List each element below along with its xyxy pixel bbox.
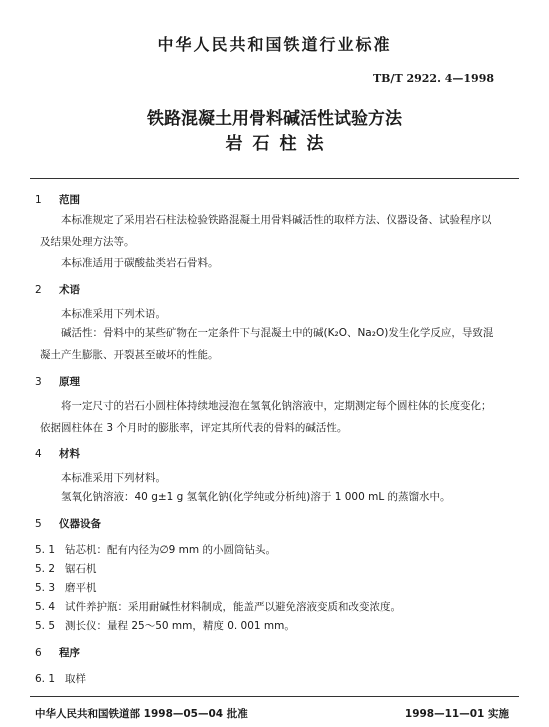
section-number: 3 — [35, 376, 42, 388]
section-3-paragraph-1: 将一定尺寸的岩石小圆柱体持续地浸泡在氢氧化钠溶液中，定期测定每个圆柱体的长度变化；依据圆柱体在 3 个月时的膨胀率，评定其所代表的骨料的碱活性。 — [40, 400, 492, 434]
section-number: 6 — [35, 647, 42, 659]
item-text: 试件养护瓶：采用耐碱性材料制成，能盖严以避免溶液变质和改变浓度。 — [65, 601, 401, 613]
section-title: 材料 — [59, 448, 80, 460]
item-number: 6. 1 — [35, 673, 56, 685]
section-title: 程序 — [59, 647, 80, 659]
item-number: 5. 3 — [35, 582, 56, 594]
approval-statement: 中华人民共和国铁道部 1998—05—04 批准 — [35, 708, 248, 720]
section-1-paragraph-1: 本标准规定了采用岩石柱法检验铁路混凝土用骨料碱活性的取样方法、仪器设备、试验程序以及结果处理方法等。 — [40, 214, 492, 248]
section-3-heading — [35, 374, 80, 389]
section-5-heading — [35, 516, 101, 531]
list-item — [35, 580, 97, 595]
section-4-heading — [35, 446, 80, 461]
section-title: 仪器设备 — [59, 518, 101, 530]
section-2-paragraph-2: 碱活性：骨料中的某些矿物在一定条件下与混凝土中的碱(K₂O、Na₂O)发生化学反应，导致混凝土产生膨胀、开裂甚至破坏的性能。 — [40, 327, 494, 361]
item-text: 锯石机 — [65, 563, 97, 575]
document-subtitle: 岩石柱法 — [225, 134, 334, 154]
implementation-date: 1998—11—01 实施 — [404, 708, 509, 720]
section-6-heading — [35, 645, 80, 660]
section-2-heading — [35, 282, 80, 297]
list-item — [35, 671, 86, 686]
section-2-paragraph-1: 本标准采用下列术语。 — [61, 308, 166, 320]
issuing-authority-header: 中华人民共和国铁道行业标准 — [157, 35, 392, 54]
standard-code: TB/T 2922. 4—1998 — [372, 72, 494, 85]
section-number: 5 — [35, 518, 42, 530]
item-number: 5. 2 — [35, 563, 56, 575]
list-item — [35, 599, 401, 614]
item-text: 测长仪：量程 25～50 mm，精度 0. 001 mm。 — [65, 620, 295, 632]
footer-divider — [30, 696, 519, 697]
item-number: 5. 4 — [35, 601, 56, 613]
document-title: 铁路混凝土用骨料碱活性试验方法 — [147, 109, 402, 129]
item-text: 取样 — [65, 673, 86, 685]
list-item — [35, 618, 295, 633]
section-number: 2 — [35, 284, 42, 296]
section-number: 1 — [35, 194, 42, 206]
section-number: 4 — [35, 448, 42, 460]
list-item — [35, 542, 276, 557]
item-text: 钻芯机：配有内径为∅9 mm 的小圆筒钻头。 — [65, 544, 276, 556]
list-item — [35, 561, 97, 576]
section-title: 范围 — [59, 194, 80, 206]
section-4-paragraph-2: 氢氧化钠溶液：40 g±1 g 氢氧化钠(化学纯或分析纯)溶于 1 000 mL 的蒸馏水中。 — [61, 491, 451, 503]
section-4-paragraph-1: 本标准采用下列材料。 — [61, 472, 166, 484]
section-1-heading — [35, 192, 80, 207]
item-number: 5. 5 — [35, 620, 56, 632]
item-number: 5. 1 — [35, 544, 56, 556]
section-title: 原理 — [59, 376, 80, 388]
title-divider — [30, 178, 519, 179]
section-1-paragraph-2: 本标准适用于碳酸盐类岩石骨料。 — [61, 257, 219, 269]
section-title: 术语 — [59, 284, 80, 296]
item-text: 磨平机 — [65, 582, 97, 594]
